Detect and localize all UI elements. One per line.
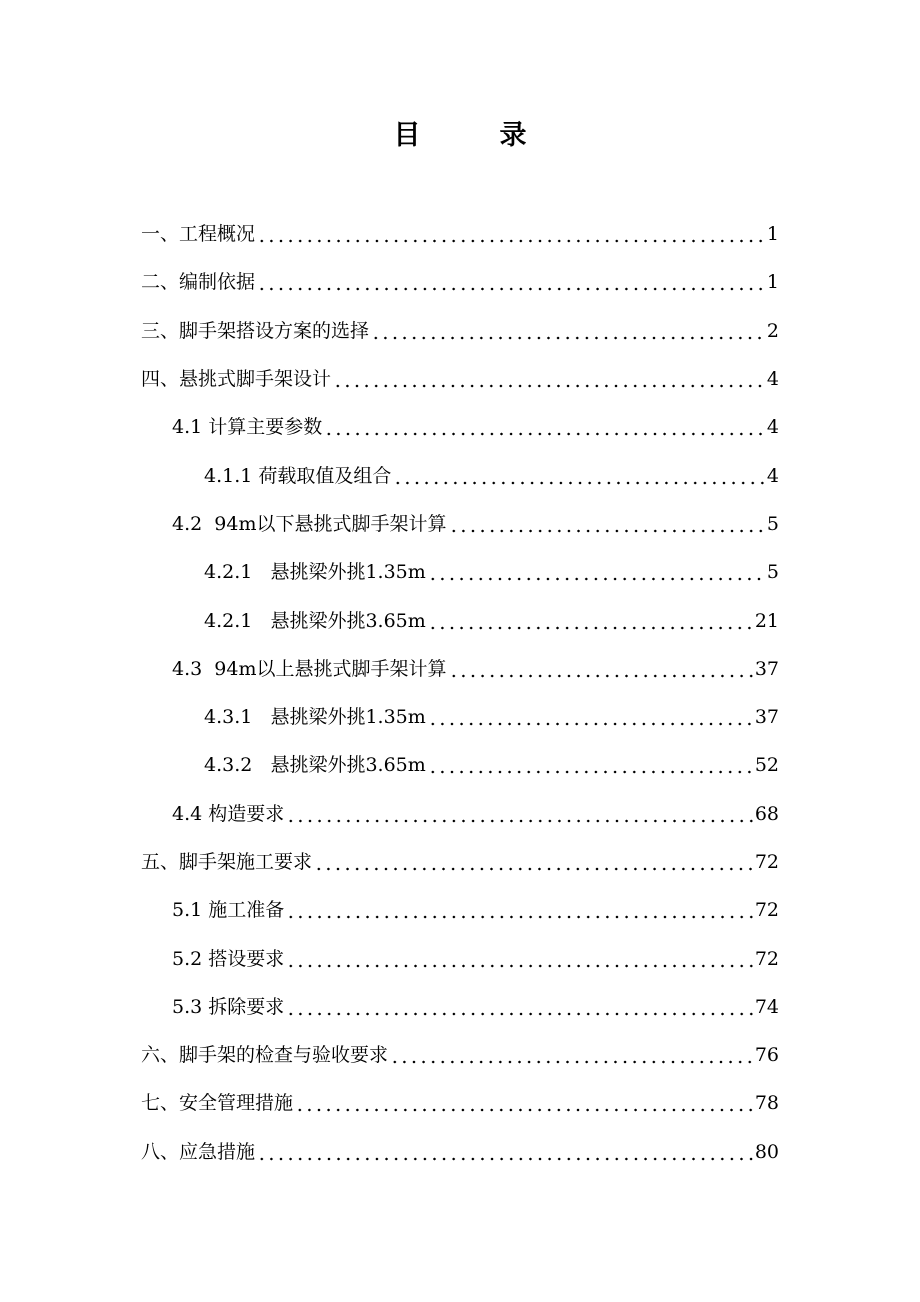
dot-leader bbox=[314, 867, 753, 871]
toc-entry[interactable] bbox=[0, 1128, 920, 1176]
dot-leader bbox=[257, 239, 765, 243]
toc-entry[interactable] bbox=[0, 983, 920, 1031]
toc-entry[interactable] bbox=[0, 693, 920, 741]
dot-leader bbox=[286, 915, 753, 919]
toc-entry-title: 4.4 构造要求 bbox=[172, 802, 285, 825]
toc-entry-title: 4.2 94m以下悬挑式脚手架计算 bbox=[172, 512, 447, 535]
toc-entry[interactable] bbox=[0, 307, 920, 355]
dot-leader bbox=[286, 819, 753, 823]
dot-leader bbox=[286, 964, 753, 968]
dot-leader bbox=[333, 384, 765, 388]
toc-entry-title: 5.1 施工准备 bbox=[172, 899, 285, 922]
toc-page-number: 68 bbox=[754, 802, 779, 825]
toc-page-number: 72 bbox=[754, 947, 779, 970]
toc-page-number: 76 bbox=[754, 1044, 779, 1067]
toc-entry-title: 4.3.2 悬挑梁外挑3.65m bbox=[204, 754, 426, 777]
toc-entry-title: 4.2.1 悬挑梁外挑3.65m bbox=[204, 609, 426, 632]
toc-entry[interactable] bbox=[0, 741, 920, 789]
toc-page-number: 37 bbox=[754, 706, 779, 729]
toc-entry[interactable] bbox=[0, 934, 920, 982]
toc-entry-title: 七、安全管理措施 bbox=[141, 1092, 294, 1115]
toc-entry-title: 一、工程概况 bbox=[141, 223, 256, 246]
toc-page-number: 78 bbox=[754, 1092, 779, 1115]
toc-entry[interactable] bbox=[0, 500, 920, 548]
toc-entry[interactable] bbox=[0, 1031, 920, 1079]
toc-page-number: 52 bbox=[754, 754, 779, 777]
toc-page-number: 1 bbox=[766, 223, 779, 246]
toc-page-number: 21 bbox=[754, 609, 779, 632]
toc-entry-title: 4.1 计算主要参数 bbox=[172, 416, 323, 439]
toc-page-number: 80 bbox=[754, 1140, 779, 1163]
toc-entry[interactable] bbox=[0, 403, 920, 451]
toc-page-number: 4 bbox=[766, 464, 779, 487]
toc-page-number: 74 bbox=[754, 995, 779, 1018]
toc-entry[interactable] bbox=[0, 355, 920, 403]
dot-leader bbox=[286, 1012, 753, 1016]
toc-page-number: 5 bbox=[766, 512, 779, 535]
toc-page-number: 37 bbox=[754, 657, 779, 680]
dot-leader bbox=[257, 287, 765, 291]
toc-entry[interactable] bbox=[0, 886, 920, 934]
toc-entry[interactable] bbox=[0, 451, 920, 499]
toc-entry-title: 4.3.1 悬挑梁外挑1.35m bbox=[204, 706, 426, 729]
dot-leader bbox=[428, 770, 753, 774]
dot-leader bbox=[449, 674, 753, 678]
toc-page-number: 72 bbox=[754, 851, 779, 873]
dot-leader bbox=[449, 529, 765, 533]
toc-page-number: 5 bbox=[766, 561, 779, 584]
toc-entry-title: 5.3 拆除要求 bbox=[172, 995, 285, 1018]
table-of-contents bbox=[0, 210, 920, 1176]
toc-entry-title: 4.1.1 荷载取值及组合 bbox=[204, 464, 392, 487]
toc-entry[interactable] bbox=[0, 210, 920, 258]
dot-leader bbox=[257, 1157, 753, 1161]
toc-entry-title: 五、脚手架施工要求 bbox=[141, 851, 313, 873]
toc-entry[interactable] bbox=[0, 258, 920, 306]
toc-entry-title: 三、脚手架搭设方案的选择 bbox=[141, 319, 370, 342]
toc-entry[interactable] bbox=[0, 548, 920, 596]
dot-leader bbox=[295, 1108, 753, 1112]
page-title: 目 录 bbox=[393, 120, 553, 151]
toc-entry[interactable] bbox=[0, 1079, 920, 1127]
dot-leader bbox=[324, 432, 765, 436]
dot-leader bbox=[371, 336, 765, 340]
toc-entry-title: 4.2.1 悬挑梁外挑1.35m bbox=[204, 561, 426, 584]
toc-entry[interactable] bbox=[0, 596, 920, 644]
dot-leader bbox=[393, 481, 765, 485]
dot-leader bbox=[428, 626, 753, 630]
toc-entry[interactable] bbox=[0, 838, 920, 886]
toc-entry-title: 四、悬挑式脚手架设计 bbox=[141, 368, 332, 391]
toc-page-number: 1 bbox=[766, 271, 779, 294]
toc-entry[interactable] bbox=[0, 790, 920, 838]
toc-entry-title: 4.3 94m以上悬挑式脚手架计算 bbox=[172, 657, 447, 680]
toc-page-number: 4 bbox=[766, 416, 779, 439]
dot-leader bbox=[428, 722, 753, 726]
toc-entry-title: 八、应急措施 bbox=[141, 1140, 256, 1163]
toc-entry-title: 5.2 搭设要求 bbox=[172, 947, 285, 970]
toc-page-number: 72 bbox=[754, 899, 779, 922]
toc-page-number: 2 bbox=[766, 319, 779, 342]
toc-page-number: 4 bbox=[766, 368, 779, 391]
dot-leader bbox=[390, 1060, 753, 1064]
toc-entry-title: 六、脚手架的检查与验收要求 bbox=[141, 1044, 389, 1067]
dot-leader bbox=[428, 577, 765, 581]
toc-entry[interactable] bbox=[0, 645, 920, 693]
toc-entry-title: 二、编制依据 bbox=[141, 271, 256, 294]
